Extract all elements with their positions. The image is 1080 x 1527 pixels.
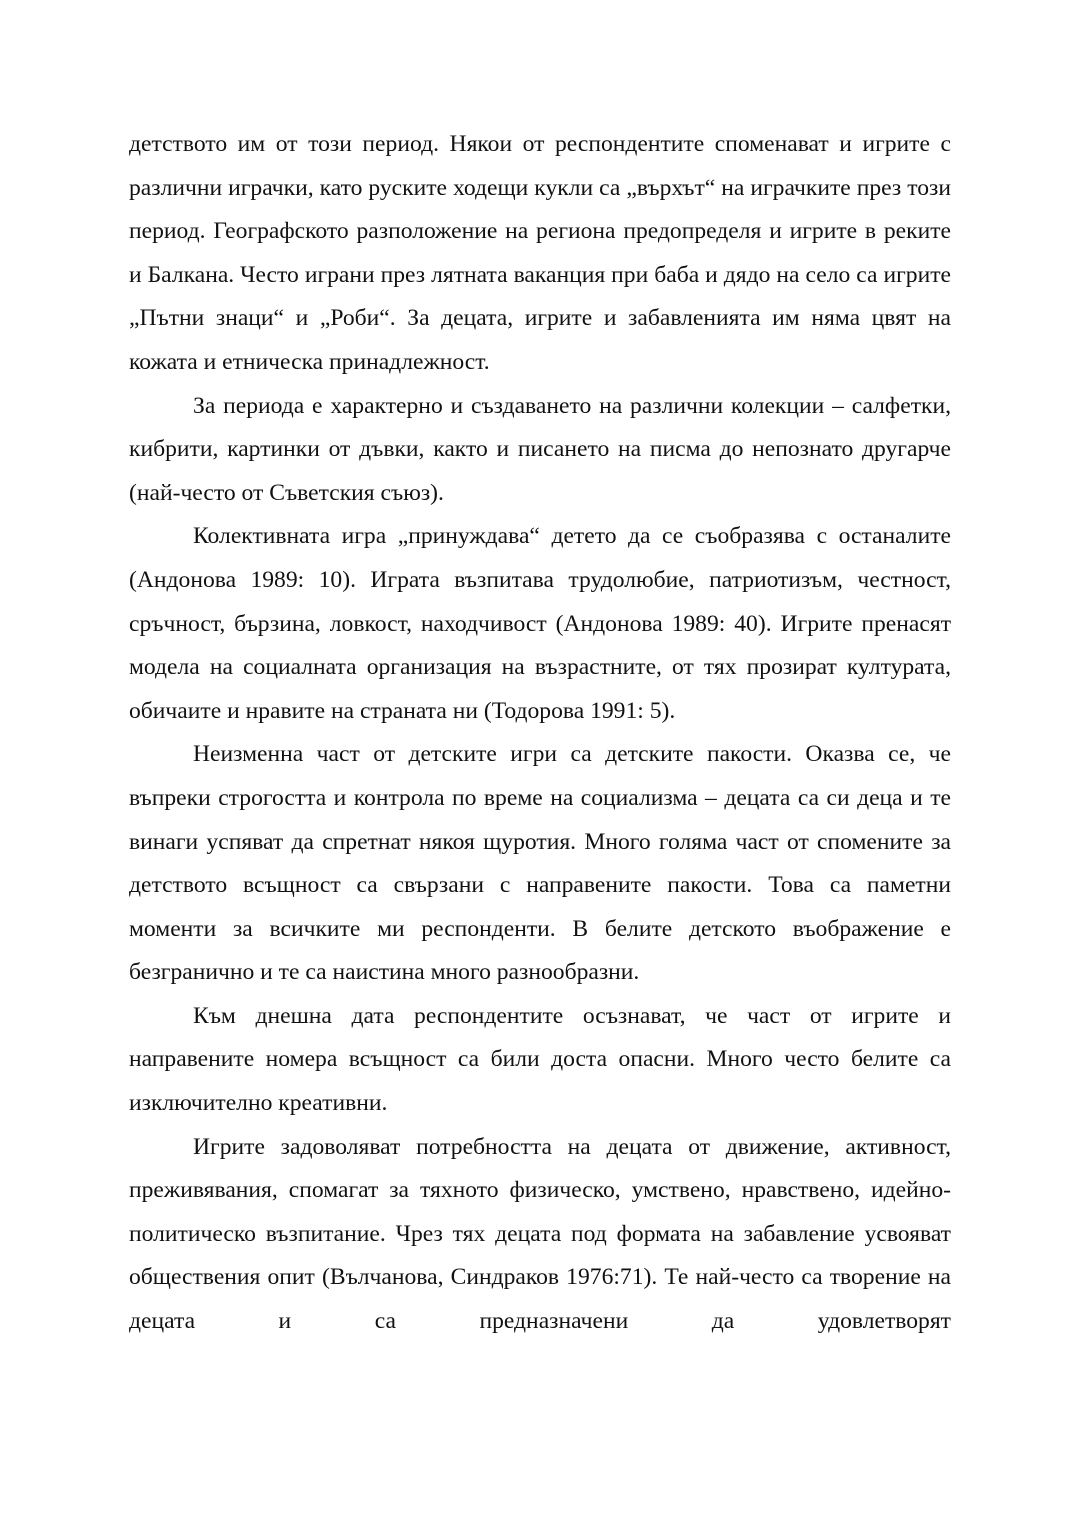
paragraph-3: Колективната игра „принуждава“ детето да се съобразява с останалите (Андонова 1989: 10). Играта възпитава трудолюбие, патриотизъм, честност, сръчност, бързина, ловкост, находчивост (Андонова 1989: 40). Игрите пренасят модела на социалната организация на възрастните, от тях прозират културата, обичаите и нравите на страната ни (Тодорова 1991: 5). — [129, 523, 951, 724]
paragraph-5: Към днешна дата респондентите осъзнават, че част от игрите и направените номера всъщност са били доста опасни. Много често белите са изключително креативни. — [129, 1002, 951, 1117]
paragraph-6: Игрите задоволяват потребността на децата от движение, активност, преживявания, спомагат за тяхното физическо, умствено, нравствено, идейно-политическо възпитание. Чрез тях децата под формата на забавление усвояват обществения опит (Вълчанова, Синдраков 1976:71). Те най-често са творение на децата и са предназначени да удовлетворят — [129, 1133, 951, 1335]
paragraph-2: За периода е характерно и създаването на различни колекции – салфетки, кибрити, картинки от дъвки, както и писането на писма до непознато другарче (най-често от Съветския съюз). — [129, 392, 951, 506]
paragraph-1: детството им от този период. Някои от респондентите споменават и игрите с различни играчки, като руските ходещи кукли са „върхът“ на играчките през този период. Географското разположение на региона предопределя и игрите в реките и Балкана. Често играни през лятната ваканция при баба и дядо на село са игрите „Пътни знаци“ и „Роби“. За децата, игрите и забавленията им няма цвят на кожата и етническа принадлежност. — [129, 131, 951, 375]
document-page — [129, 123, 951, 1344]
paragraph-4: Неизменна част от детските игри са детските пакости. Оказва се, че въпреки строгостта и контрола по време на социализма – децата са си деца и те винаги успяват да спретнат някоя щуротия. Много голяма част от спомените за детството всъщност са свързани с направените пакости. Това са паметни моменти за всичките ми респонденти. В белите детското въображение е безгранично и те са наистина много разнообразни. — [129, 741, 951, 986]
